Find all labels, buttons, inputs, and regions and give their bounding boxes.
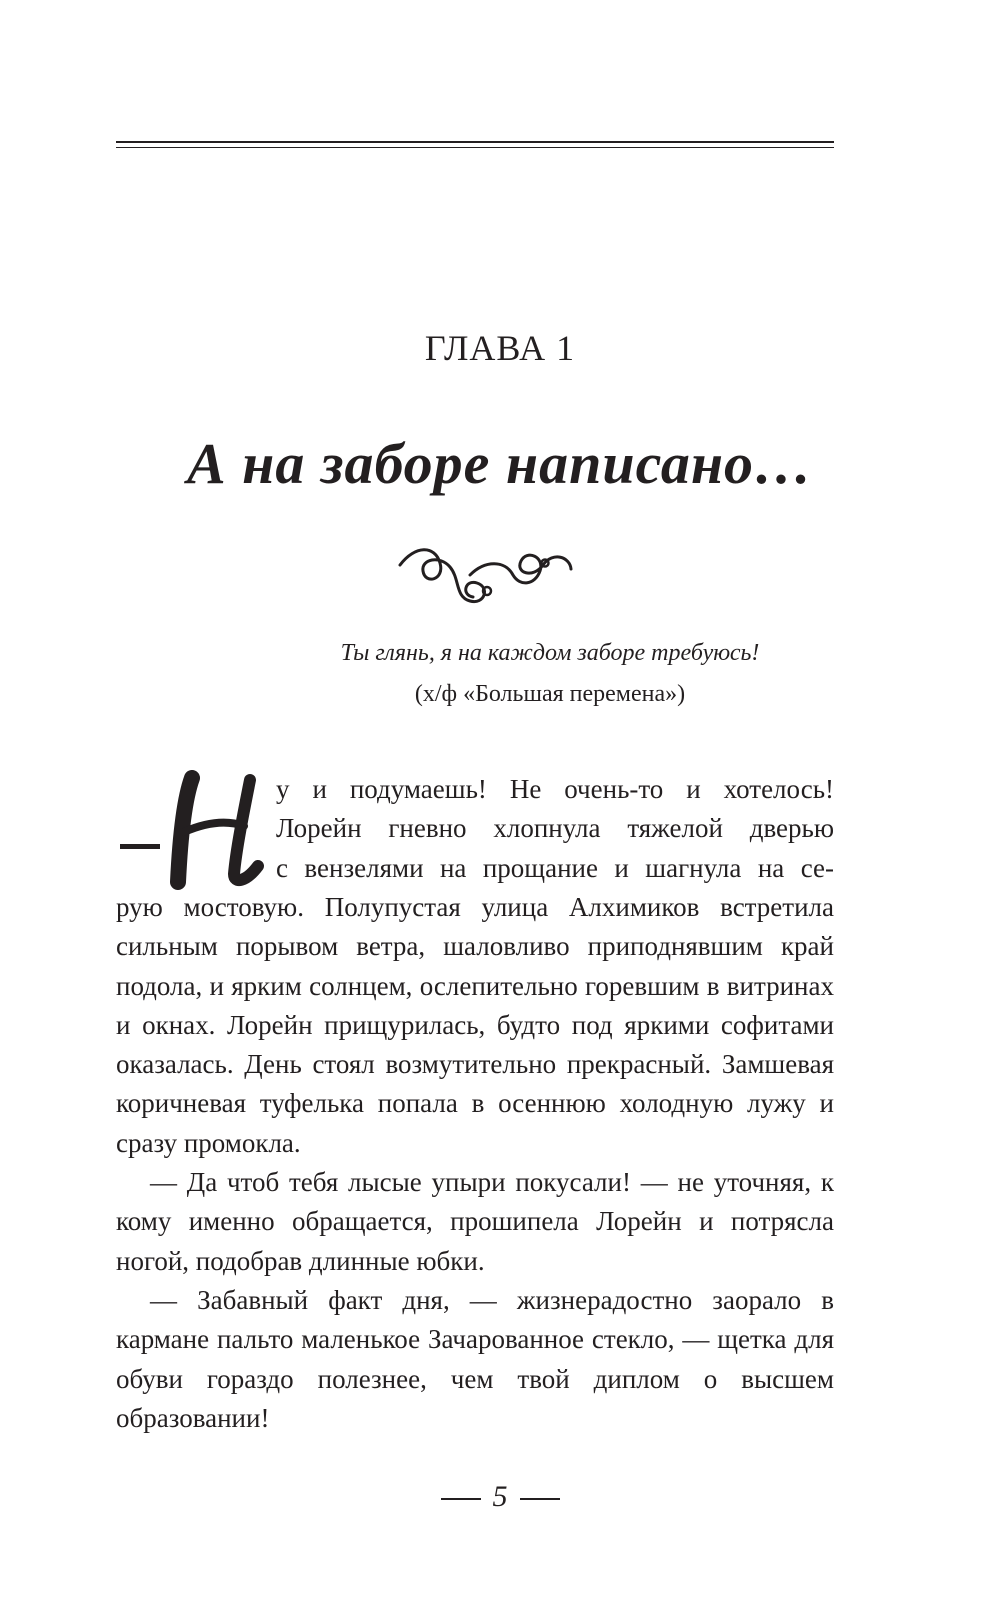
page-number-dash-right xyxy=(520,1498,560,1500)
paragraph: — Да чтоб тебя лысые упыри покусали! — не уточняя, к кому именно обращается, прошипела Лорейн и потрясла ногой, подобрав длинные юбки. xyxy=(116,1167,834,1276)
header-rule-thin xyxy=(116,147,834,148)
text-line: с вензелями на прощание и шагнула на се- xyxy=(276,852,834,883)
chapter-label: ГЛАВА 1 xyxy=(424,328,576,368)
paragraph: — Забавный факт дня, — жизнерадостно заорало в кармане пальто маленькое Зачарованное стекло, — щетка для обуви гораздо полезнее, чем твой диплом о высшем образовании! xyxy=(116,1284,834,1433)
drop-cap-dash xyxy=(120,844,160,849)
drop-cap-letter xyxy=(162,770,272,890)
body-text xyxy=(116,888,834,1438)
text-line: у и подумаешь! Не очень-то и хотелось! xyxy=(276,774,834,804)
header-rule-thick xyxy=(116,141,834,143)
page-number-value: 5 xyxy=(492,1480,508,1513)
text-line: Лорейн гневно хлопнула тяжелой дверью xyxy=(276,813,834,844)
page-number xyxy=(0,1480,1000,1514)
chapter-title: А на заборе написано… xyxy=(186,431,814,496)
page-number-dash-left xyxy=(441,1498,481,1500)
paragraph: рую мостовую. Полупустая улица Алхимиков встретила сильным порывом ветра, шаловливо приподнявшим край подола, и ярким солнцем, ослепительно горевшим в витринах и окнах. Лорейн прищурилась, будто под яркими софитами оказалась. День стоял возмутительно прекрасный. Замшевая коричневая туфелька попала в осеннюю холодную лужу и сразу промокла. xyxy=(116,892,834,1158)
flourish-ornament-icon xyxy=(395,535,575,615)
drop-cap-lines xyxy=(276,770,834,888)
epigraph-source: (х/ф «Большая перемена») xyxy=(414,681,686,707)
epigraph-quote: Ты глянь, я на каждом заборе требуюсь! xyxy=(340,640,760,666)
